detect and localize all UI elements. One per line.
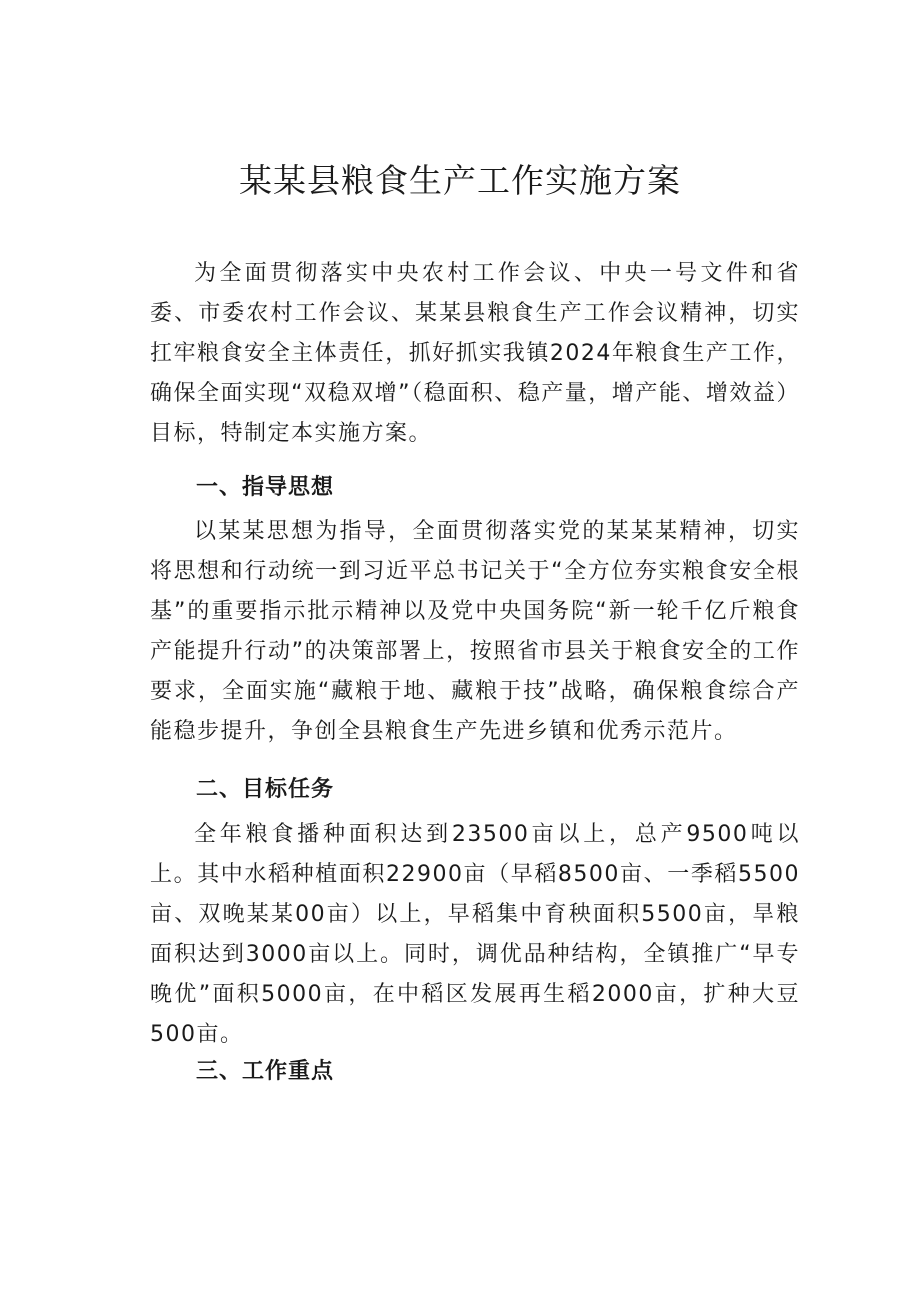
section-body-goals-tasks: 全年粮食播种面积达到23500亩以上，总产9500吨以上。其中水稻种植面积22900亩（早稻8500亩、一季稻5500亩、双晚某某00亩）以上，早稻集中育秧面积5500亩，旱粮面积达到3000亩以上。同时，调优品种结构，全镇推广“早专晚优”面积5000亩，在中稻区发展再生稻2000亩，扩种大豆500亩。: [150, 822, 800, 1047]
section-heading-work-focus: 三、工作重点: [196, 1059, 335, 1084]
section-heading-goals-tasks: 二、目标任务: [196, 777, 335, 802]
section-heading-guiding-ideology: 一、指导思想: [196, 475, 335, 500]
section-body-guiding-ideology: 以某某思想为指导，全面贯彻落实党的某某某精神，切实将思想和行动统一到习近平总书记关于“全方位夯实粮食安全根基”的重要指示批示精神以及党中央国务院“新一轮千亿斤粮食产能提升行动”的决策部署上，按照省市县关于粮食安全的工作要求，全面实施“藏粮于地、藏粮于技”战略，确保粮食综合产能稳步提升，争创全县粮食生产先进乡镇和优秀示范片。: [150, 519, 801, 744]
document-title: 某某县粮食生产工作实施方案: [239, 161, 681, 200]
intro-paragraph: 为全面贯彻落实中央农村工作会议、中央一号文件和省委、市委农村工作会议、某某县粮食生产工作会议精神，切实扛牢粮食安全主体责任，抓好抓实我镇2024年粮食生产工作，确保全面实现“双稳双增”（稳面积、稳产量，增产能、增效益）目标，特制定本实施方案。: [150, 261, 800, 446]
